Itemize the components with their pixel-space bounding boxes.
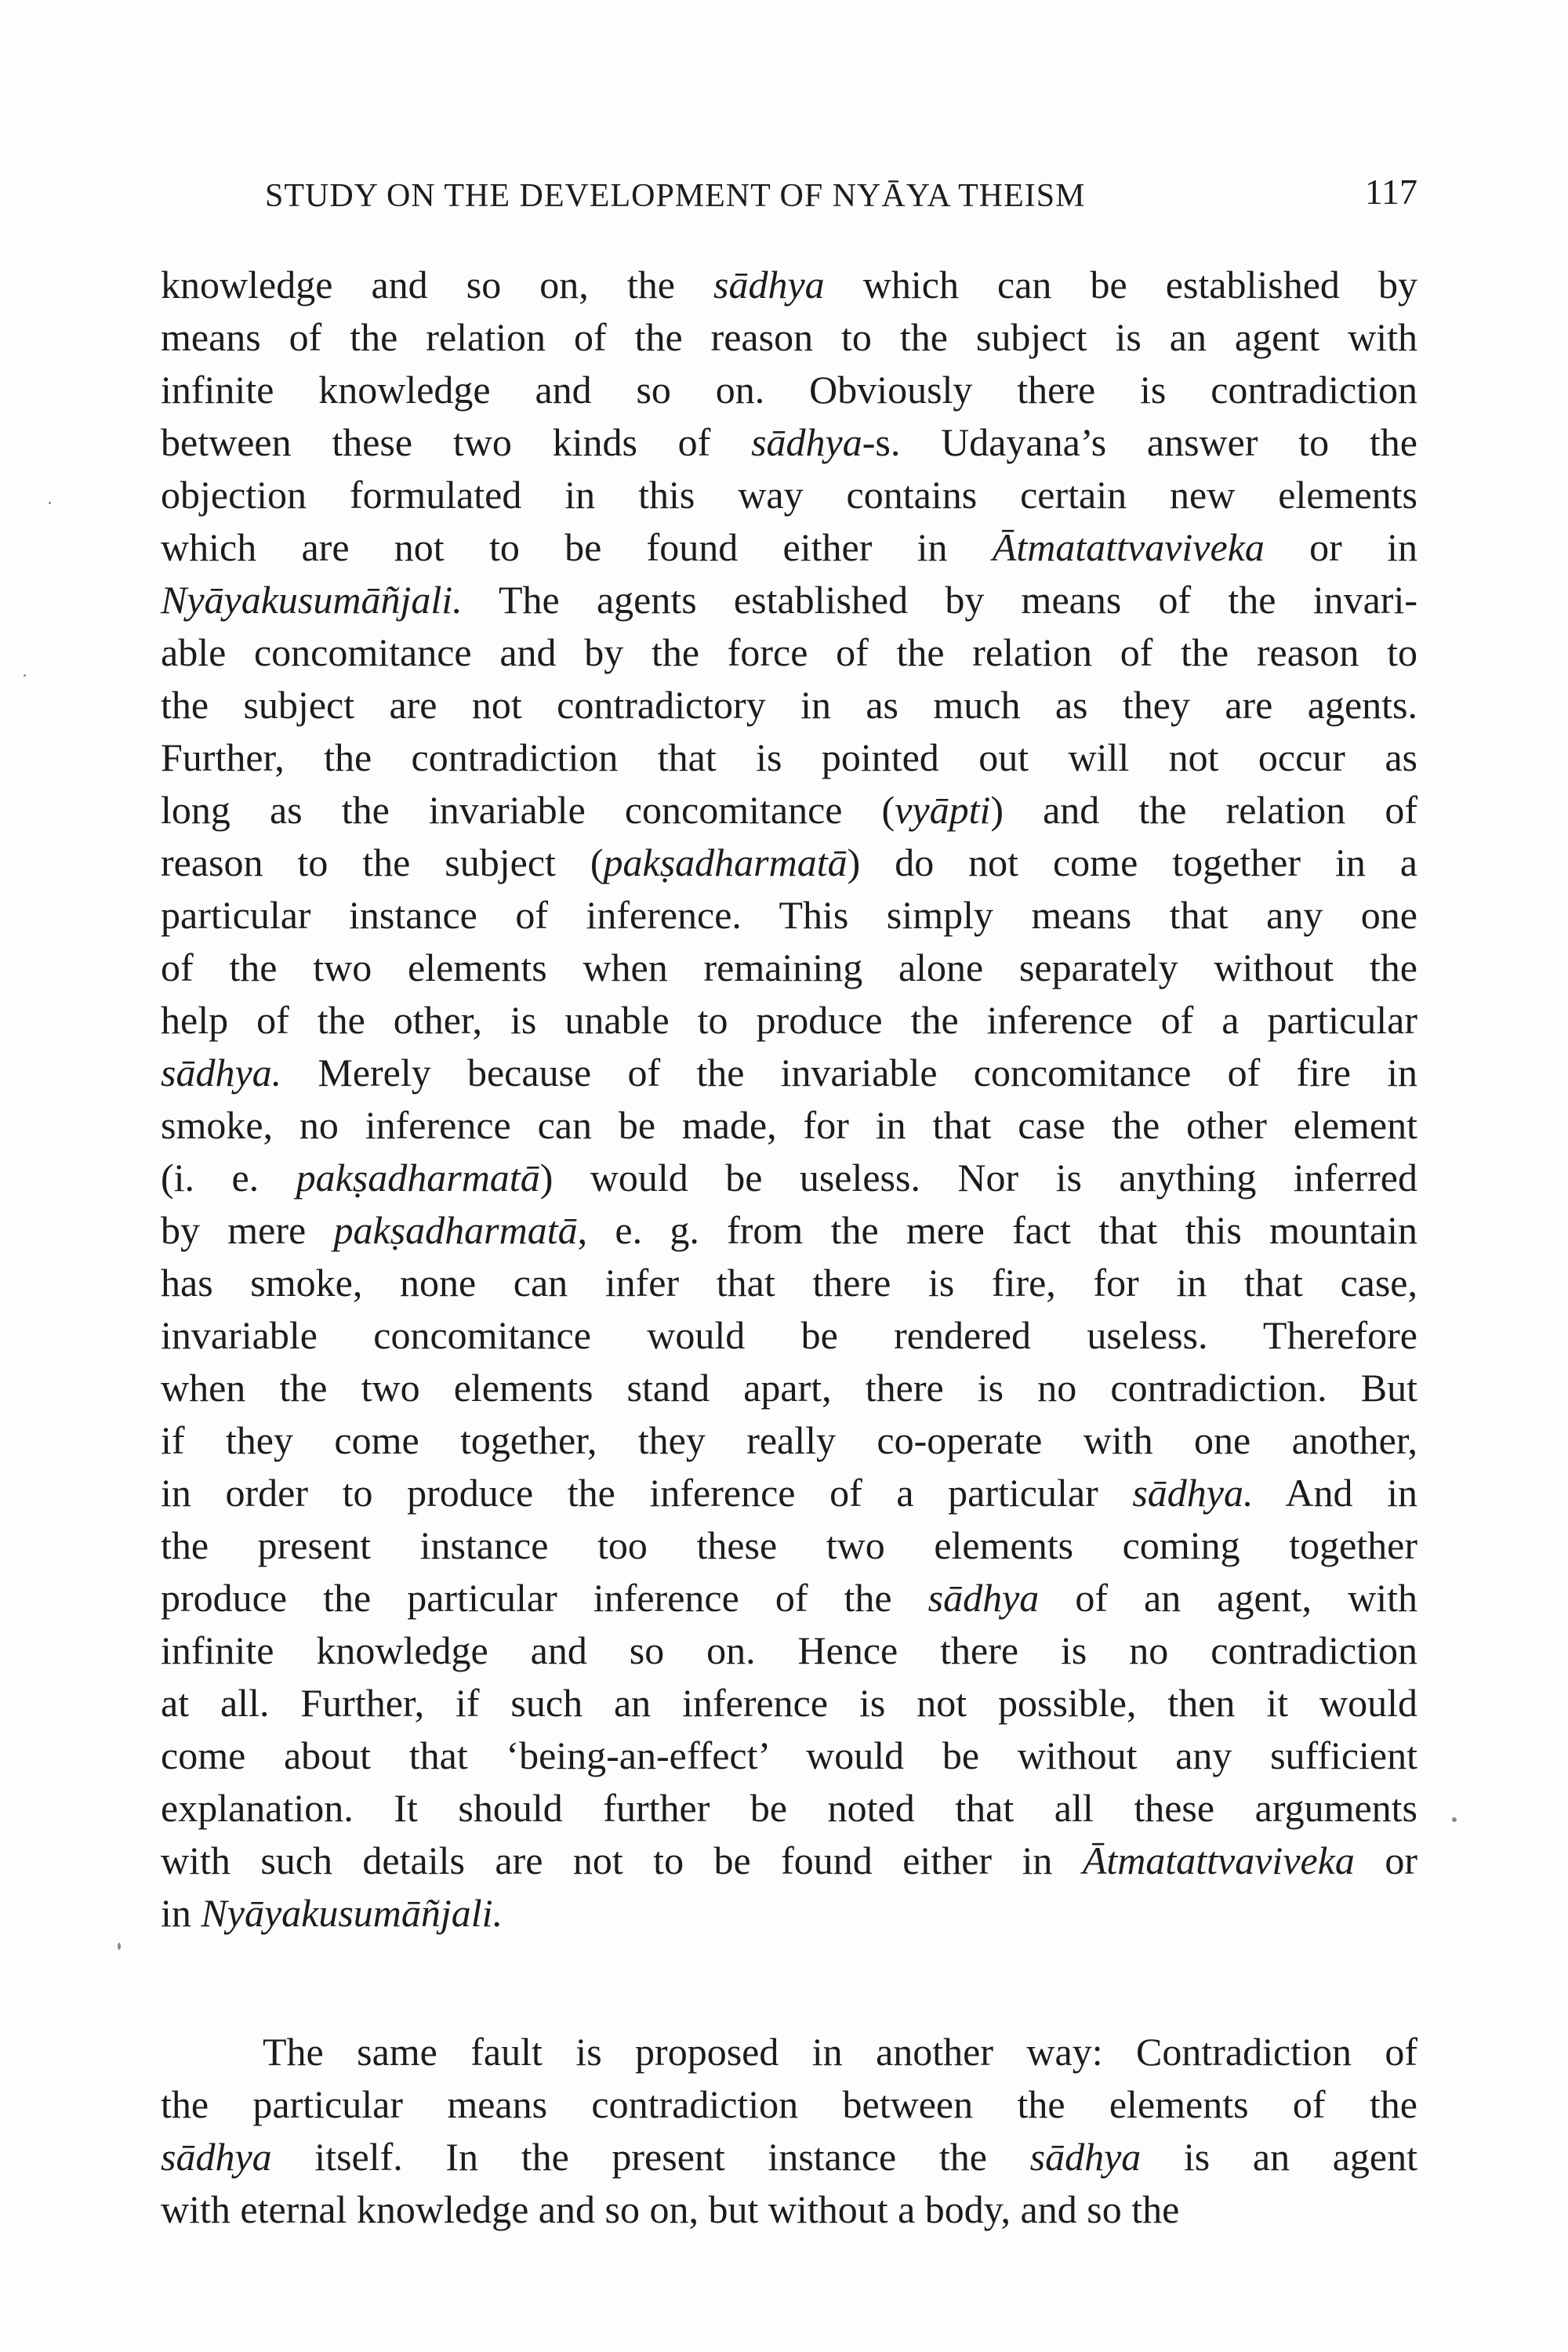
italic-term: sādhya	[751, 420, 862, 464]
text-segment: explanation. It should further be noted that all these arguments	[161, 1786, 1417, 1830]
text-line	[161, 1467, 1417, 1519]
text-segment: ) would be useless. Nor is anything inferred	[539, 1156, 1417, 1200]
paragraph-2	[161, 2026, 1417, 2236]
text-segment: which can be established by	[824, 263, 1417, 307]
italic-term: sādhya	[927, 1576, 1040, 1620]
text-segment: between these two kinds of	[161, 420, 752, 464]
italic-term: vyāpti	[895, 788, 991, 832]
text-segment: -s. Udayana’s answer to the	[862, 420, 1417, 464]
text-segment: Merely because of the invariable concomitance of fire in	[281, 1051, 1417, 1094]
text-line	[161, 626, 1417, 679]
text-line	[161, 784, 1417, 837]
scan-speck	[118, 1943, 121, 1950]
body-text	[161, 259, 1417, 2236]
italic-term: Ātmatattvaviveka	[992, 525, 1265, 569]
text-segment: Further, the contradiction that is pointed out will not occur as	[161, 735, 1417, 779]
text-line	[161, 942, 1417, 994]
text-line	[161, 311, 1417, 364]
paragraph-gap	[161, 1940, 1417, 2026]
text-segment: (i. e.	[161, 1156, 296, 1200]
text-segment: The agents established by means of the invari-	[462, 578, 1417, 622]
text-line	[161, 2183, 1417, 2236]
text-segment: ) do not come together in a	[847, 840, 1417, 884]
text-segment: ) and the relation of	[990, 788, 1417, 832]
text-line	[161, 1362, 1417, 1414]
text-segment: has smoke, none can infer that there is fire, for in that case,	[161, 1261, 1417, 1305]
text-line	[161, 1414, 1417, 1467]
text-segment: or in	[1264, 525, 1417, 569]
text-segment: smoke, no inference can be made, for in that case the other element	[161, 1103, 1417, 1147]
text-line	[161, 1204, 1417, 1257]
text-segment: is an agent	[1141, 2135, 1417, 2179]
text-segment: infinite knowledge and so on. Hence there is no contradiction	[161, 1628, 1417, 1672]
italic-term: Ātmatattvaviveka	[1082, 1838, 1355, 1882]
text-line	[161, 2026, 1417, 2078]
text-segment: reason to the subject (	[161, 840, 604, 884]
text-line	[161, 1519, 1417, 1572]
running-title: STUDY ON THE DEVELOPMENT OF NYĀYA THEISM	[265, 178, 1086, 214]
text-line	[161, 994, 1417, 1047]
scan-speck	[1452, 1817, 1457, 1822]
text-line	[161, 1730, 1417, 1782]
text-segment: knowledge and so on, the	[161, 263, 714, 307]
italic-term: Nyāyakusumāñjali.	[161, 578, 463, 622]
text-segment: by mere	[161, 1208, 334, 1252]
text-segment: the present instance too these two elements coming together	[161, 1523, 1417, 1567]
text-line	[161, 1835, 1417, 1887]
text-line	[161, 731, 1417, 784]
running-head	[265, 171, 1417, 218]
text-segment: in	[161, 1891, 201, 1935]
italic-term: sādhya.	[161, 1051, 282, 1094]
scan-speck	[24, 674, 26, 677]
text-line	[161, 1782, 1417, 1835]
text-line	[161, 574, 1417, 626]
text-segment: if they come together, they really co-operate with one another,	[161, 1418, 1417, 1462]
text-line	[161, 1257, 1417, 1309]
italic-term: sādhya	[713, 263, 825, 307]
text-segment: of an agent, with	[1039, 1576, 1417, 1620]
text-segment: infinite knowledge and so on. Obviously there is contradiction	[161, 368, 1417, 412]
text-line	[161, 1624, 1417, 1677]
text-segment: And in	[1253, 1471, 1417, 1515]
italic-term: sādhya	[161, 2135, 272, 2179]
text-segment: which are not to be found either in	[161, 525, 993, 569]
text-line	[161, 1677, 1417, 1730]
text-segment: The same fault is proposed in another way: Contradiction of	[263, 2030, 1417, 2074]
text-segment: in order to produce the inference of a particular	[161, 1471, 1133, 1515]
text-segment: with such details are not to be found either in	[161, 1838, 1083, 1882]
text-line	[161, 416, 1417, 469]
text-segment: , e. g. from the mere fact that this mountain	[577, 1208, 1417, 1252]
text-line	[161, 679, 1417, 731]
text-segment: at all. Further, if such an inference is not possible, then it would	[161, 1681, 1417, 1725]
text-line	[161, 521, 1417, 574]
text-segment: come about that ‘being-an-effect’ would be without any sufficient	[161, 1733, 1417, 1777]
scan-speck	[49, 502, 51, 504]
text-line	[161, 1047, 1417, 1099]
italic-term: pakṣadharmatā	[296, 1156, 540, 1200]
paragraph-1	[161, 259, 1417, 1940]
text-segment: when the two elements stand apart, there is no contradiction. But	[161, 1366, 1417, 1410]
text-line	[161, 1887, 1417, 1940]
text-segment: the subject are not contradictory in as much as they are agents.	[161, 683, 1417, 727]
italic-term: pakṣadharmatā	[333, 1208, 578, 1252]
text-line	[161, 364, 1417, 416]
text-segment: help of the other, is unable to produce the inference of a particular	[161, 998, 1417, 1042]
text-segment: produce the particular inference of the	[161, 1576, 928, 1620]
text-line	[161, 1099, 1417, 1152]
page-number: 117	[1364, 172, 1417, 212]
text-line	[161, 2078, 1417, 2131]
text-line	[161, 469, 1417, 521]
italic-term: sādhya.	[1132, 1471, 1254, 1515]
text-line	[161, 1309, 1417, 1362]
text-segment: the particular means contradiction between the elements of the	[161, 2082, 1417, 2126]
text-segment: able concomitance and by the force of the relation of the reason to	[161, 630, 1417, 674]
text-segment: long as the invariable concomitance (	[161, 788, 895, 832]
text-segment: objection formulated in this way contains certain new elements	[161, 473, 1417, 517]
text-line	[161, 2131, 1417, 2183]
text-segment: itself. In the present instance the	[271, 2135, 1030, 2179]
italic-term: pakṣadharmatā	[603, 840, 848, 884]
text-segment: invariable concomitance would be rendered useless. Therefore	[161, 1313, 1417, 1357]
text-line	[161, 259, 1417, 311]
text-segment: means of the relation of the reason to the subject is an agent with	[161, 315, 1417, 359]
italic-term: sādhya	[1029, 2135, 1142, 2179]
text-line	[161, 889, 1417, 942]
italic-term: Nyāyakusumāñjali.	[201, 1891, 503, 1935]
text-segment: or	[1354, 1838, 1417, 1882]
text-segment: with eternal knowledge and so on, but without a body, and so the	[161, 2187, 1180, 2231]
text-line	[161, 1572, 1417, 1624]
text-segment: particular instance of inference. This simply means that any one	[161, 893, 1417, 937]
text-segment: of the two elements when remaining alone separately without the	[161, 946, 1417, 989]
text-line	[161, 1152, 1417, 1204]
text-line	[161, 837, 1417, 889]
